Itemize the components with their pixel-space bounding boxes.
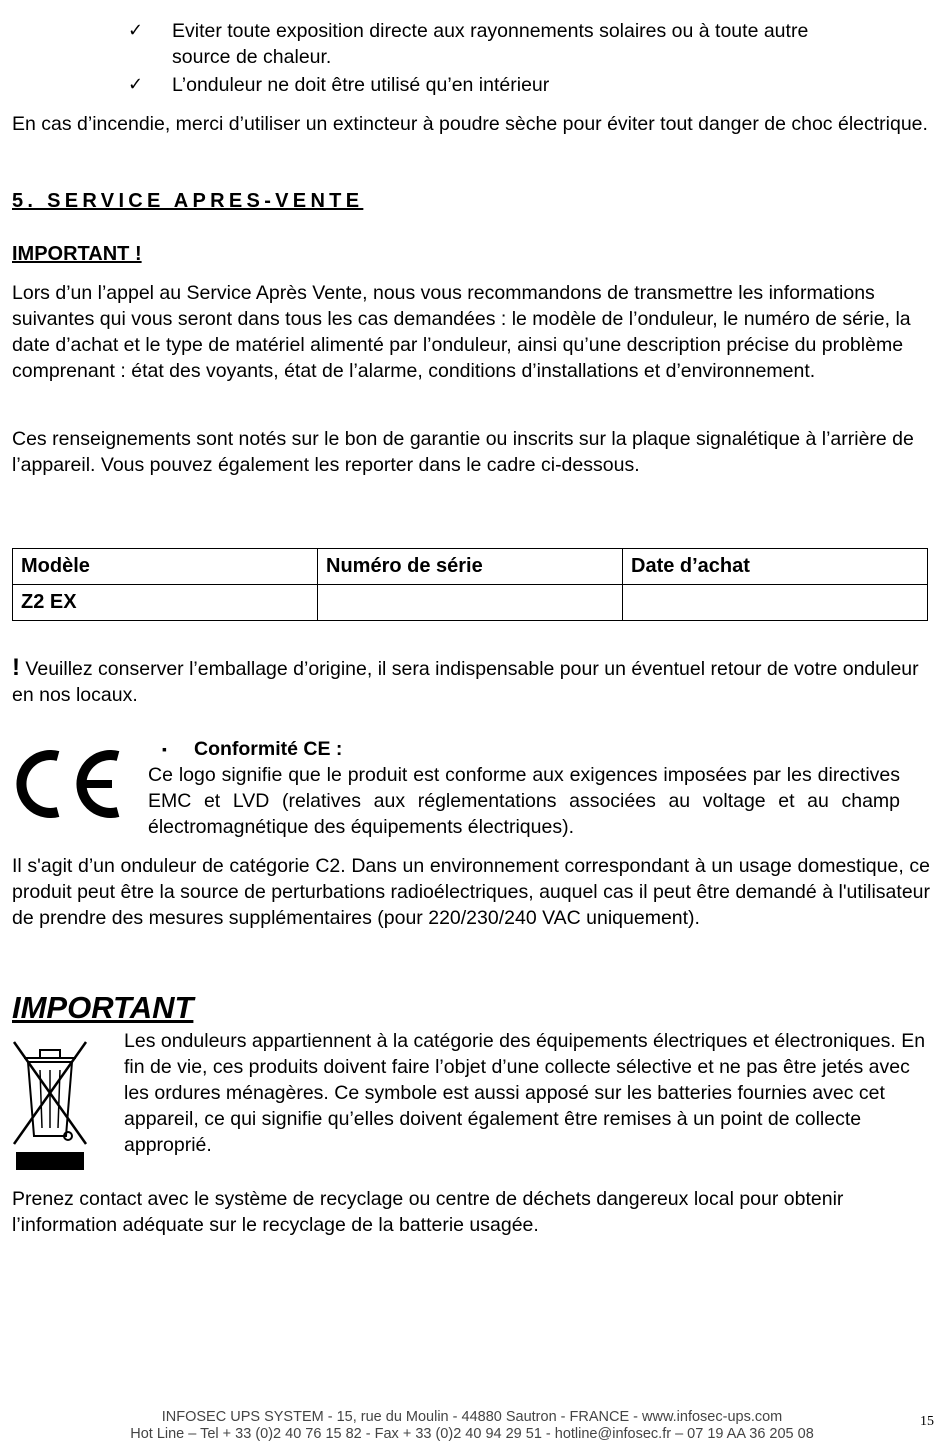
header-purchase-date: Date d’achat bbox=[623, 549, 928, 585]
recycling-paragraph: Prenez contact avec le système de recyclage ou centre de déchets dangereux local pour obtenir l’information adéquate sur le recyclage de la batterie usagée. bbox=[12, 1188, 844, 1236]
section-heading: 5. SERVICE APRES-VENTE bbox=[12, 190, 364, 212]
category-paragraph: Il s'agit d’un onduleur de catégorie C2. Dans un environnement correspondant à un usage domestique, ce produit peut être la source de perturbations radioélectriques, auquel cas il peut être demandé à l'utilisateur de prendre des mesures supplémentaires (pour 220/230/240 VAC uniquement). bbox=[12, 855, 930, 929]
header-serial: Numéro de série bbox=[318, 549, 623, 585]
table-row bbox=[13, 585, 928, 621]
packaging-note bbox=[12, 655, 930, 708]
checklist-item-text: Eviter toute exposition directe aux rayonnements solaires ou à toute autre bbox=[172, 20, 809, 42]
cell-serial bbox=[318, 585, 623, 621]
footer-contact: Hot Line – Tel + 33 (0)2 40 76 15 82 - Fax + 33 (0)2 40 94 29 51 - hotline@infosec.fr – 07 19 AA 36 205 08 bbox=[130, 1426, 814, 1442]
weee-text: Les onduleurs appartiennent à la catégorie des équipements électriques et électroniques. En fin de vie, ces produits doivent faire l’objet d’une collecte sélective et ne pas être jetés avec les ordures ménagères. Ce symbole est aussi apposé sur les batteries fournies avec cet appareil, ce qui signifie qu’elles doivent également être remises à un point de collecte approprié. bbox=[124, 1030, 926, 1156]
ce-title: Conformité CE : bbox=[194, 738, 343, 760]
service-paragraph: Lors d’un l’appel au Service Après Vente, nous vous recommandons de transmettre les informations suivantes qui vous seront dans tous les cas demandées : le modèle de l’onduleur, le numéro de série, la date d’achat et le type de matériel alimenté par l’onduleur, ainsi qu’une description précise du problème comprenant : état des voyants, état de l’alarme, conditions d’installations et d’environnement. bbox=[12, 282, 911, 382]
ce-text: Ce logo signifie que le produit est conforme aux exigences imposées par les directives EMC et LVD (relatives aux réglementations associées au voltage et au champ électromagnétique des équipements électriques). bbox=[148, 764, 900, 838]
ce-logo-icon bbox=[14, 750, 122, 818]
bullet-icon: ▪ bbox=[162, 741, 167, 757]
important-label: IMPORTANT ! bbox=[12, 243, 142, 265]
cell-model: Z2 EX bbox=[13, 585, 318, 621]
page-number: 15 bbox=[920, 1414, 934, 1429]
packaging-note-text: Veuillez conserver l’emballage d’origine, il sera indispensable pour un éventuel retour de votre onduleur en nos locaux. bbox=[12, 658, 919, 706]
table-header-row bbox=[13, 549, 928, 585]
checklist-item bbox=[128, 18, 928, 70]
product-info-table bbox=[12, 548, 928, 621]
footer-address: INFOSEC UPS SYSTEM - 15, rue du Moulin - 44880 Sautron - FRANCE - www.infosec-ups.com bbox=[161, 1409, 783, 1425]
important-heading: IMPORTANT bbox=[12, 990, 194, 1025]
crossed-bin-icon bbox=[10, 1036, 90, 1176]
header-model: Modèle bbox=[13, 549, 318, 585]
fire-paragraph: En cas d’incendie, merci d’utiliser un extincteur à poudre sèche pour éviter tout danger de choc électrique. bbox=[12, 113, 928, 135]
checklist-item-text: L’onduleur ne doit être utilisé qu’en intérieur bbox=[172, 74, 550, 96]
check-icon: ✓ bbox=[128, 20, 144, 41]
checklist-item bbox=[128, 72, 928, 98]
warning-mark: ! bbox=[12, 654, 20, 681]
check-icon: ✓ bbox=[128, 74, 144, 95]
cell-purchase-date bbox=[623, 585, 928, 621]
checklist-item-text-cont: source de chaleur. bbox=[172, 46, 332, 68]
info-paragraph: Ces renseignements sont notés sur le bon de garantie ou inscrits sur la plaque signalétique à l’arrière de l’appareil. Vous pouvez également les reporter dans le cadre ci-dessous. bbox=[12, 428, 914, 476]
